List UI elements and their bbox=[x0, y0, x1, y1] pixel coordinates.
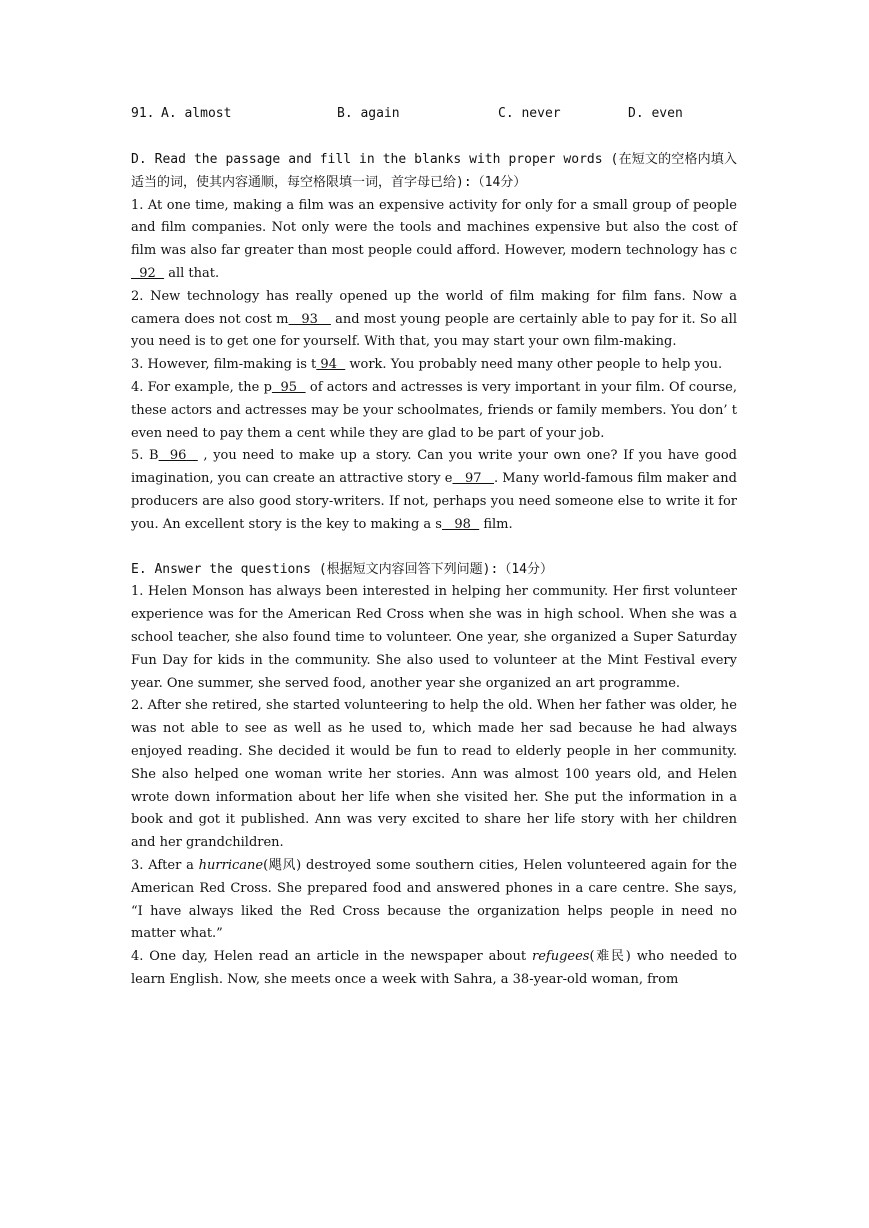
blank-93[interactable]: 93 bbox=[288, 311, 331, 327]
section-d-paragraph-2: 2. New technology has really opened up the world of film making for film fans. Now a camera does not cost m 93 and most young people are certainly able to pay for it. So all you need is to get one for yourself. With that, you may start your own film-making. bbox=[131, 288, 737, 350]
option-d: D. even bbox=[628, 106, 683, 121]
spacer bbox=[131, 537, 737, 559]
section-e-paragraph-3: 3. After a hurricane(飓风) destroyed some southern cities, Helen volunteered again for the American Red Cross. She prepared food and answered phones in a care centre. She says, “I have always liked the Red Cross because the organization helps people in need no matter what.” bbox=[131, 857, 737, 942]
question-91-options bbox=[131, 103, 737, 127]
question-number: 91. bbox=[131, 106, 155, 121]
section-e-paragraph-1: 1. Helen Monson has always been interested in helping her community. Her first volunteer experience was for the American Red Cross when she was in high school. When she was a school teacher, she also found time to volunteer. One year, she organized a Super Saturday Fun Day for kids in the community. She also used to volunteer at the Mint Festival every year. One summer, she served food, another year she organized an art programme. bbox=[131, 584, 737, 691]
blank-95[interactable]: 95 bbox=[271, 379, 306, 395]
option-b: B. again bbox=[337, 106, 400, 121]
option-a: A. almost bbox=[161, 106, 232, 121]
section-d-paragraph-1: 1. At one time, making a film was an expensive activity for only for a small group of people and film companies. Not only were the tools and machines expensive but also the cost of film was also far greater than most people could afford. However, modern technology has c 92 all that. bbox=[131, 197, 737, 281]
section-d-heading: D. Read the passage and fill in the blanks with proper words (在短文的空格内填入适当的词，使其内容通顺，每空格限填一词，首字母已给):（14分） bbox=[131, 152, 737, 190]
section-d-paragraph-3: 3. However, film-making is t 94 work. You probably need many other people to help you. bbox=[131, 357, 723, 373]
blank-96[interactable]: 96 bbox=[158, 448, 198, 464]
option-c: C. never bbox=[498, 106, 561, 121]
section-d-paragraph-4: 4. For example, the p 95 of actors and actresses is very important in your film. Of course, these actors and actresses may be your schoolmates, friends or family members. You don’ t even need to pay them a cent while they are glad to be part of your job. bbox=[131, 379, 737, 441]
blank-98[interactable]: 98 bbox=[441, 516, 480, 532]
spacer bbox=[131, 127, 737, 149]
section-e-heading: E. Answer the questions (根据短文内容回答下列问题):（14分） bbox=[131, 561, 553, 577]
blank-94[interactable]: 94 bbox=[316, 357, 346, 373]
section-e-paragraph-2: 2. After she retired, she started volunteering to help the old. When her father was older, he was not able to see as well as he used to, which made her sad because he had always enjoyed reading. She decided it would be fun to read to elderly people in her community. She also helped one woman write her stories. Ann was almost 100 years old, and Helen wrote down information about her life when she visited her. She put the information in a book and got it published. Ann was very excited to share her life story with her children and her grandchildren. bbox=[131, 698, 737, 851]
section-e-paragraph-4: 4. One day, Helen read an article in the newspaper about refugees(难民) who needed to learn English. Now, she meets once a week with Sahra, a 38-year-old woman, from bbox=[131, 949, 737, 987]
blank-92[interactable]: 92 bbox=[131, 265, 165, 281]
page-content bbox=[131, 103, 737, 992]
italic-term-hurricane: hurricane bbox=[198, 857, 264, 873]
italic-term-refugees: refugees bbox=[531, 949, 590, 965]
section-d-paragraph-5: 5. B 96 , you need to make up a story. Can you write your own one? If you have good imagination, you can create an attractive story e 97 . Many world-famous film maker and producers are also good story-writers. If not, perhaps you need someone else to write it for you. An excellent story is the key to making a s 98 film. bbox=[131, 448, 737, 532]
blank-97[interactable]: 97 bbox=[452, 471, 494, 487]
